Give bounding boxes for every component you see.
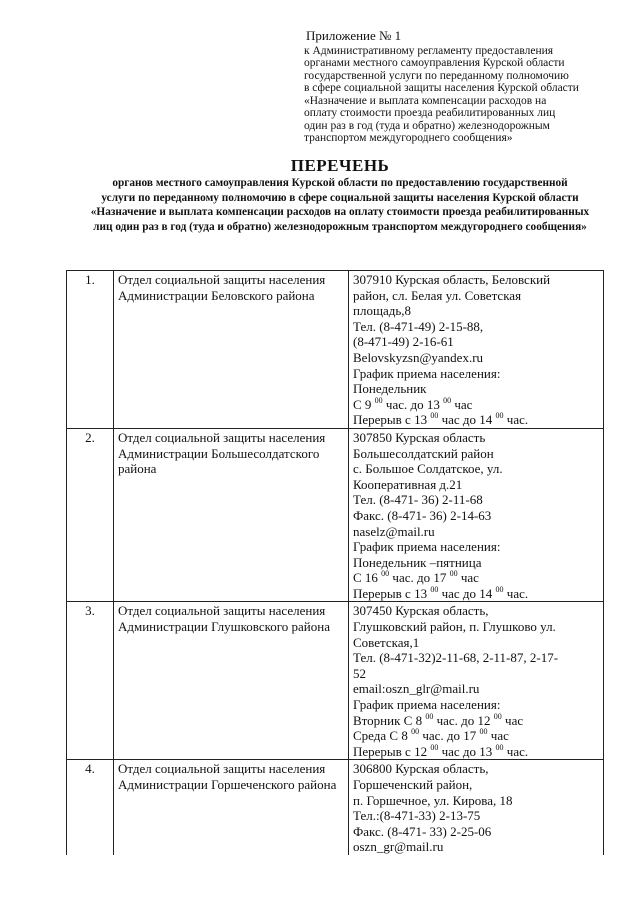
heading-subtitle-line: лиц один раз в год (туда и обратно) железнодорожным транспортом междугороднего сообщения»: [93, 220, 587, 233]
heading-subtitle-line: органов местного самоуправления Курской области по предоставлению государственной: [112, 177, 568, 189]
organization-name: Отдел социальной защиты населения Администрации Глушковского района: [114, 602, 349, 760]
contact-line: Понедельник: [353, 381, 427, 397]
contact-line: Факс. (8-471- 33) 2-25-06: [353, 823, 492, 839]
contact-line: График приема населения:: [353, 365, 501, 381]
time-minutes: 00: [374, 395, 383, 405]
appendix-line: один раз в год (туда и обратно) железнодорожным: [304, 119, 550, 132]
contact-line: График приема населения:: [353, 697, 501, 713]
contact-line: 52: [353, 665, 366, 681]
schedule-text: час. до 17: [419, 728, 480, 744]
time-minutes: 00: [449, 569, 458, 579]
schedule-line: [353, 744, 599, 760]
schedule-text: час до 14: [438, 412, 496, 428]
schedule-text: Среда С 8: [353, 728, 412, 744]
contact-line: 307910 Курская область, Беловский: [353, 272, 551, 287]
schedule-text: час. до 17: [389, 570, 450, 586]
contact-info: [349, 760, 604, 855]
time-minutes: 00: [430, 584, 439, 594]
contact-line: oszn_gr@mail.ru: [353, 839, 444, 855]
schedule-text: час: [487, 728, 509, 744]
table-row: [67, 428, 604, 602]
appendix-line: оплату стоимости проезда реабилитированных лиц: [304, 107, 556, 119]
appendix-line: органами местного самоуправления Курской области: [304, 57, 565, 69]
contact-line: Тел.:(8-471-33) 2-13-75: [353, 808, 481, 824]
schedule-line: [353, 570, 599, 586]
appendix-line: «Назначение и выплата компенсации расходов на: [304, 94, 547, 107]
time-minutes: 00: [495, 742, 504, 752]
contact-info: [349, 271, 604, 429]
authorities-table: [66, 270, 604, 855]
contact-line: 306800 Курская область,: [353, 761, 489, 777]
appendix-line: транспортом междугороднего сообщения»: [304, 132, 513, 144]
contact-line: п. Горшечное, ул. Кирова, 18: [353, 792, 513, 808]
table-row: [67, 760, 604, 855]
contact-line: район, сл. Белая ул. Советская: [353, 287, 522, 303]
contact-line: Глушковский район, п. Глушково ул.: [353, 619, 556, 635]
time-minutes: 00: [381, 569, 390, 579]
schedule-line: [353, 713, 599, 729]
time-minutes: 00: [430, 411, 439, 421]
schedule-text: час: [457, 570, 479, 586]
time-minutes: 00: [495, 411, 504, 421]
row-number: 4.: [67, 760, 114, 855]
schedule-text: С 16: [353, 570, 382, 586]
contact-line: naselz@mail.ru: [353, 523, 435, 539]
schedule-text: С 9: [353, 396, 375, 412]
heading-subtitle-line: услуги по переданному полномочию в сфере социальной защиты населения Курской области: [101, 191, 579, 204]
schedule-text: Перерыв с 12: [353, 743, 431, 759]
appendix-line: к Административному регламенту предоставления: [304, 44, 554, 57]
document-heading: [60, 156, 620, 234]
schedule-line: [353, 412, 599, 428]
contact-line: Большесолдатский район: [353, 445, 494, 461]
contact-line: 307450 Курская область,: [353, 603, 489, 619]
schedule-text: час до 13: [438, 743, 496, 759]
contact-line: Горшеченский район,: [353, 777, 473, 792]
contact-line: Кооперативная д.21: [353, 476, 463, 492]
schedule-text: час. до 12: [433, 712, 494, 728]
appendix-header: [304, 30, 604, 145]
time-minutes: 00: [425, 711, 434, 721]
schedule-line: [353, 728, 599, 744]
contact-line: с. Большое Солдатское, ул.: [353, 461, 503, 477]
heading-subtitle-line: «Назначение и выплата компенсации расходов на оплату стоимости проезда реабилитированных: [90, 206, 590, 218]
row-number: 3.: [67, 602, 114, 760]
table-row: [67, 602, 604, 760]
schedule-text: час.: [503, 743, 529, 759]
schedule-text: час.: [503, 585, 529, 601]
schedule-text: час.: [503, 412, 529, 428]
schedule-text: час: [451, 396, 473, 412]
schedule-line: [353, 586, 599, 602]
organization-name: Отдел социальной защиты населения Администрации Беловского района: [114, 271, 349, 429]
contact-line: Советская,1: [353, 634, 420, 650]
schedule-text: час: [501, 712, 524, 728]
schedule-text: час. до 13: [382, 396, 444, 412]
contact-line: График приема населения:: [353, 539, 501, 555]
contact-line: площадь,8: [353, 303, 412, 319]
contact-line: Тел. (8-471-32)2-11-68, 2-11-87, 2-17-: [353, 650, 559, 666]
schedule-text: час до 14: [438, 585, 496, 601]
contact-line: Belovskyzsn@yandex.ru: [353, 349, 484, 365]
contact-info: [349, 602, 604, 760]
time-minutes: 00: [479, 727, 488, 737]
time-minutes: 00: [495, 584, 504, 594]
page-title: ПЕРЕЧЕНЬ: [290, 156, 390, 175]
schedule-line: [353, 397, 599, 413]
appendix-line: в сфере социальной защиты населения Курской области: [304, 82, 579, 94]
time-minutes: 00: [411, 727, 420, 737]
schedule-text: Перерыв с 13: [353, 412, 431, 428]
contact-info: [349, 428, 604, 602]
time-minutes: 00: [493, 711, 502, 721]
table-row: [67, 271, 604, 429]
contact-line: Понедельник –пятница: [353, 554, 482, 570]
contact-line: Тел. (8-471- 36) 2-11-68: [353, 492, 483, 508]
time-minutes: 00: [430, 742, 439, 752]
time-minutes: 00: [443, 395, 452, 405]
row-number: 2.: [67, 428, 114, 602]
row-number: 1.: [67, 271, 114, 429]
contact-line: 307850 Курская область: [353, 429, 486, 445]
contact-line: Тел. (8-471-49) 2-15-88,: [353, 318, 484, 334]
contact-line: email:oszn_glr@mail.ru: [353, 681, 480, 697]
appendix-title: Приложение № 1: [306, 28, 402, 43]
organization-name: Отдел социальной защиты населения Администрации Горшеченского района: [114, 760, 349, 855]
contact-line: (8-471-49) 2-16-61: [353, 334, 454, 350]
appendix-line: государственной услуги по переданному полномочию: [304, 69, 569, 82]
schedule-text: Перерыв с 13: [353, 585, 431, 601]
contact-line: Факс. (8-471- 36) 2-14-63: [353, 507, 492, 523]
schedule-text: Вторник С 8: [353, 712, 426, 728]
organization-name: Отдел социальной защиты населения Администрации Большесолдатского района: [114, 428, 349, 602]
